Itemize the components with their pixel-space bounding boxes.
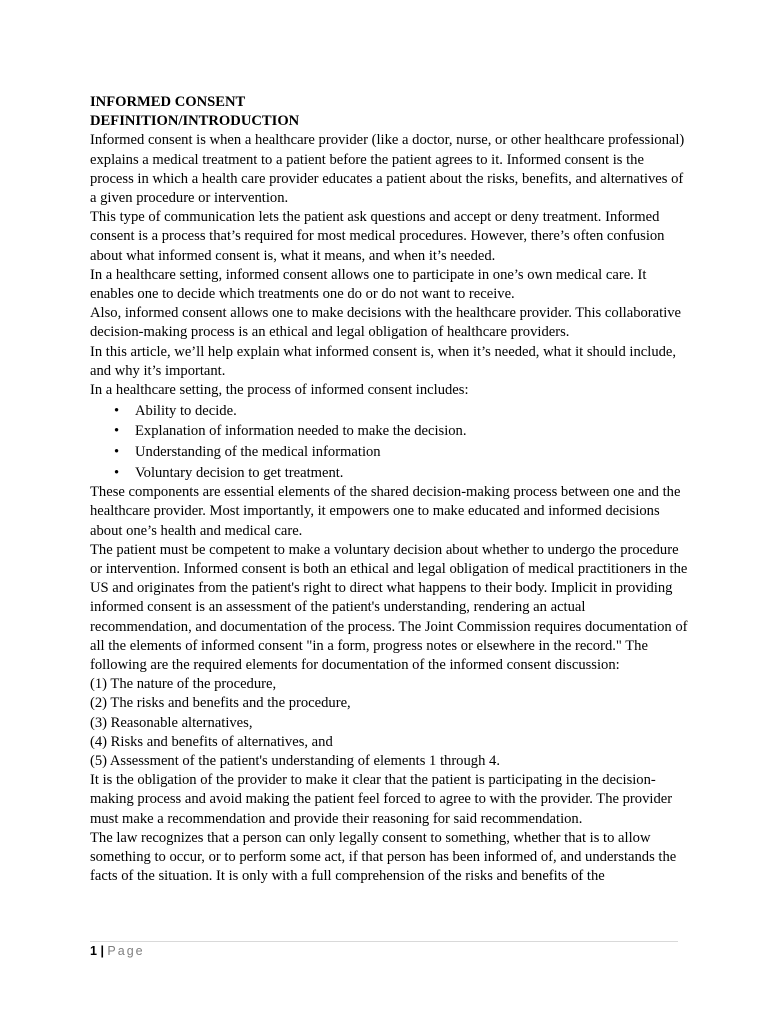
page-label: Page bbox=[107, 944, 145, 958]
bullet-list bbox=[90, 401, 690, 483]
list-item-text: Explanation of information needed to make the decision. bbox=[135, 423, 467, 440]
list-item bbox=[90, 442, 690, 463]
numbered-item: (3) Reasonable alternatives, bbox=[90, 714, 253, 731]
bullet-icon: • bbox=[114, 464, 120, 481]
list-item-text: Understanding of the medical information bbox=[135, 444, 381, 461]
paragraph-process-intro: In a healthcare setting, the process of informed consent includes: bbox=[90, 382, 469, 399]
page-number: 1 bbox=[90, 944, 97, 958]
paragraph-law: The law recognizes that a person can only legally consent to something, whether that is to allow something to occur, or to perform some act, if that person has been informed of, and understands the facts of the situation. It is only with a full comprehension of the risks and benefits of the bbox=[90, 829, 677, 885]
footer-divider bbox=[90, 941, 678, 942]
paragraph-competence: The patient must be competent to make a voluntary decision about whether to undergo the procedure or intervention. Informed consent is both an ethical and legal obligation of medical practitioners in the US and originates from the patient's right to direct what happens to their body. Implicit in providing informed consent is an assessment of the patient's understanding, rendering an actual recommendation, and documentation of the process. The Joint Commission requires documentation of all the elements of informed consent "in a form, progress notes or elsewhere in the record." The following are the required elements for documentation of the informed consent discussion: bbox=[90, 541, 688, 674]
numbered-item: (1) The nature of the procedure, bbox=[90, 676, 277, 693]
list-item bbox=[90, 463, 690, 484]
list-item bbox=[90, 401, 690, 422]
footer-separator: | bbox=[100, 944, 104, 958]
page-footer bbox=[90, 942, 145, 960]
paragraph-definition: Informed consent is when a healthcare provider (like a doctor, nurse, or other healthcare professional) explains a medical treatment to a patient before the patient agrees to it. Informed consent is the process in which a health care provider educates a patient about the risks, benefits, and alternatives of a given procedure or intervention. bbox=[90, 132, 685, 207]
document-title: INFORMED CONSENT bbox=[90, 94, 246, 110]
paragraph-article-intro: In this article, we’ll help explain what informed consent is, when it’s needed, what it should include, and why it’s important. bbox=[90, 343, 677, 379]
list-item-text: Ability to decide. bbox=[135, 402, 237, 419]
section-heading: DEFINITION/INTRODUCTION bbox=[90, 113, 300, 130]
bullet-icon: • bbox=[114, 402, 120, 419]
paragraph-obligation: It is the obligation of the provider to make it clear that the patient is participating in the decision-making process and avoid making the patient feel forced to agree to with the provider. The provider must make a recommendation and provide their reasoning for said recommendation. bbox=[90, 772, 673, 827]
bullet-icon: • bbox=[114, 444, 120, 461]
numbered-item: (4) Risks and benefits of alternatives, and bbox=[90, 733, 333, 750]
paragraph-communication: This type of communication lets the patient ask questions and accept or deny treatment. Informed consent is a process that’s required for most medical procedures. However, there’s often confusion about what informed consent is, what it means, and when it’s needed. bbox=[90, 209, 665, 264]
list-item-text: Voluntary decision to get treatment. bbox=[135, 464, 344, 481]
document-body bbox=[90, 93, 690, 886]
list-item bbox=[90, 421, 690, 442]
numbered-item: (2) The risks and benefits and the procedure, bbox=[90, 695, 351, 712]
paragraph-participation: In a healthcare setting, informed consent allows one to participate in one’s own medical care. It enables one to decide which treatments one do or do not want to receive. bbox=[90, 266, 647, 303]
bullet-icon: • bbox=[114, 423, 120, 440]
paragraph-components: These components are essential elements of the shared decision-making process between one and the healthcare provider. Most importantly, it empowers one to make educated and informed decisions about one’s health and medical care. bbox=[90, 484, 681, 539]
paragraph-collaboration: Also, informed consent allows one to make decisions with the healthcare provider. This collaborative decision-making process is an ethical and legal obligation of healthcare providers. bbox=[90, 305, 682, 341]
numbered-item: (5) Assessment of the patient's understanding of elements 1 through 4. bbox=[90, 753, 500, 770]
